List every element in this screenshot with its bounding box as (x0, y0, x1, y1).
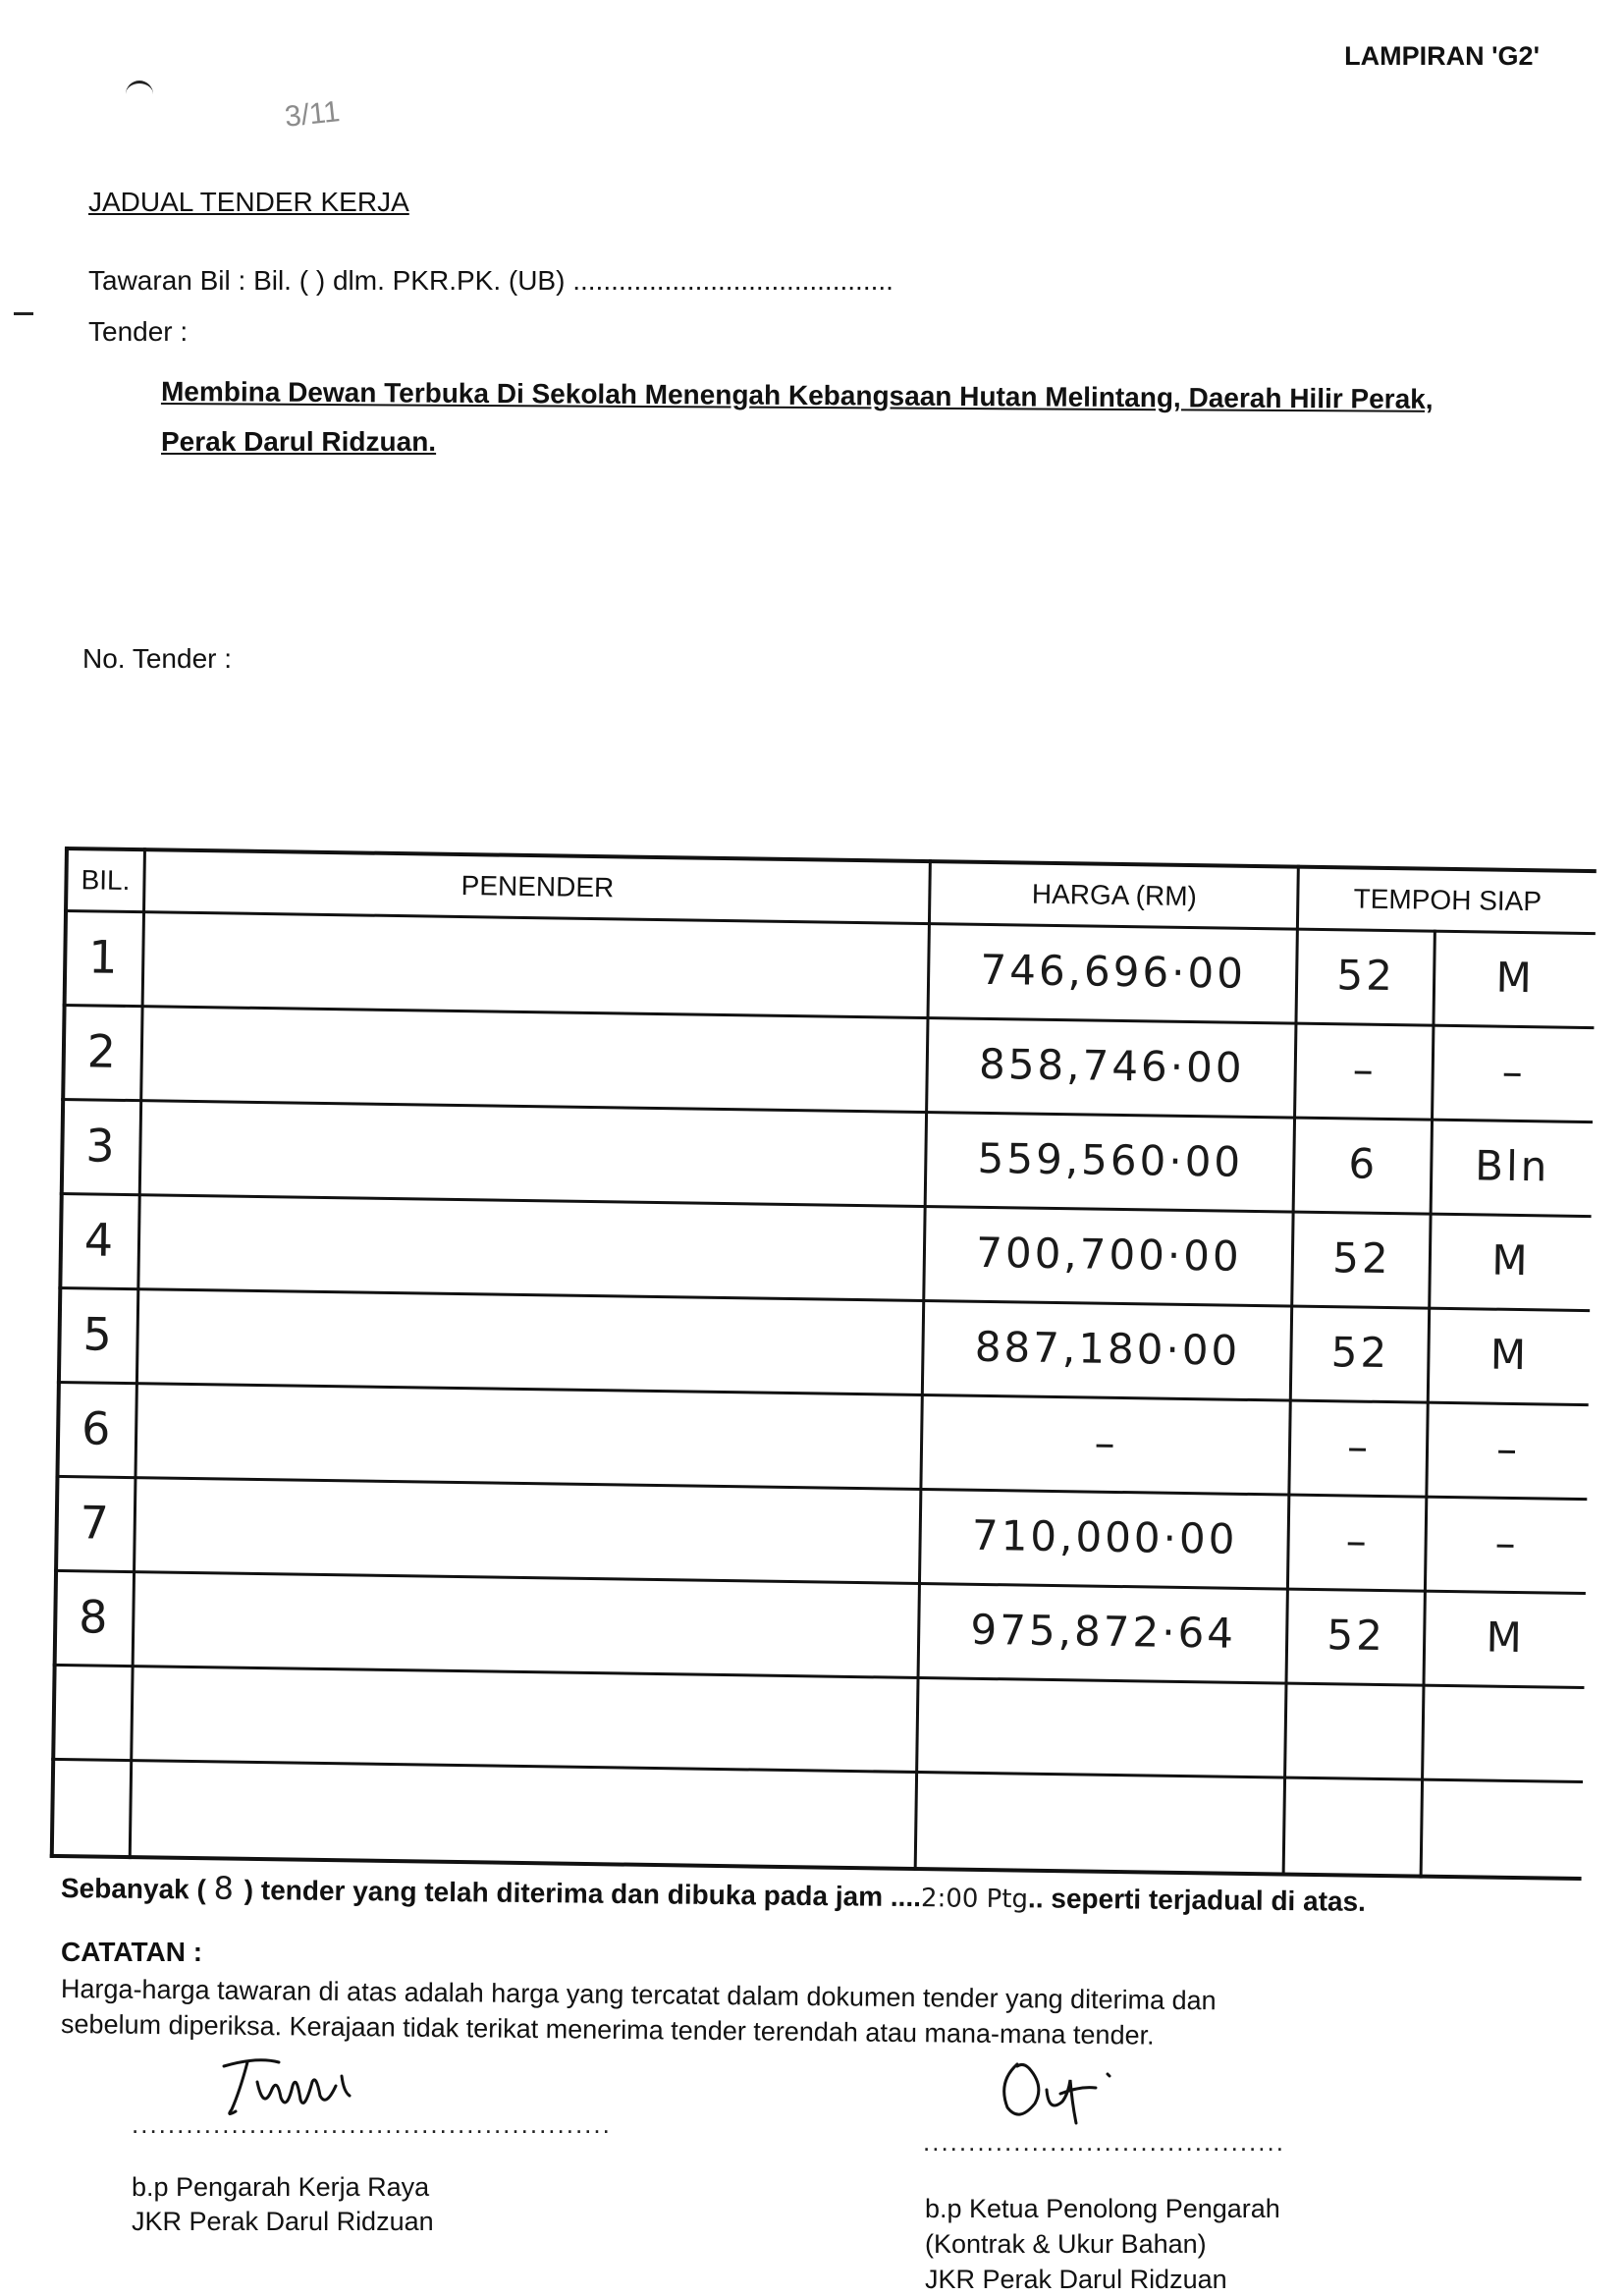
row-1-penender (145, 922, 928, 1005)
row-3-penender (142, 1111, 925, 1193)
row-7-bil: 7 (80, 1496, 113, 1550)
right-signatory-role: b.p Ketua Penolong Pengarah (925, 2194, 1280, 2223)
row-8-tempoh-value: 52 (1326, 1611, 1386, 1661)
header-penender: PENENDER (460, 869, 615, 903)
row-8-tempoh-unit: M (1486, 1613, 1526, 1663)
row-3-harga: 559,560·00 (977, 1133, 1244, 1186)
tender-title-line-1: Membina Dewan Terbuka Di Sekolah Menengah Kebangsaan Hutan Melintang, Daerah Hilir Perak, (160, 376, 1434, 414)
form-heading: JADUAL TENDER KERJA (88, 187, 409, 217)
row-10-tempoh-unit (1424, 1790, 1582, 1863)
row-9-tempoh-unit (1425, 1696, 1583, 1769)
row-2-tempoh-value: – (1352, 1045, 1378, 1094)
row-1-bil: 1 (87, 930, 121, 984)
row-5-tempoh-unit: M (1489, 1330, 1530, 1380)
appendix-label: LAMPIRAN 'G2' (1344, 41, 1540, 71)
row-9-harga (919, 1688, 1284, 1764)
row-5-harga: 887,180·00 (974, 1322, 1241, 1375)
row-10-bil (54, 1770, 130, 1841)
row-9-bil (55, 1675, 131, 1747)
right-signatory-division: (Kontrak & Ukur Bahan) (925, 2229, 1207, 2259)
catatan-line-2: sebelum diperiksa. Kerajaan tidak terikat menerima tender terendah atau mana-mana tender. (60, 2009, 1155, 2050)
pencil-note: 3/11 (283, 95, 342, 134)
tender-number-label: No. Tender : (82, 643, 233, 674)
row-9-penender (134, 1676, 916, 1759)
margin-mark (14, 312, 33, 315)
summary-suffix: .. seperti terjadual di atas. (1027, 1883, 1367, 1917)
row-2-tempoh-unit: – (1501, 1047, 1527, 1097)
signature-line-left: ..................................................... (132, 2109, 612, 2139)
summary-time: 2:00 Ptg (920, 1884, 1029, 1915)
row-7-penender (136, 1488, 919, 1570)
row-1-harga: 746,696·00 (980, 945, 1247, 998)
header-harga: HARGA (RM) (1031, 878, 1198, 912)
catatan-label: CATATAN : (61, 1937, 203, 1967)
row-10-harga (918, 1782, 1283, 1858)
summary-line (61, 1868, 1366, 1919)
row-4-bil: 4 (83, 1213, 117, 1267)
summary-middle: ) tender yang telah diterima dan dibuka pada jam .... (244, 1874, 922, 1913)
summary-prefix: Sebanyak ( (60, 1873, 206, 1905)
row-2-penender (143, 1016, 926, 1099)
row-6-tempoh-value: – (1346, 1422, 1372, 1471)
tender-label: Tender : (88, 316, 189, 347)
row-1-tempoh-value: 52 (1336, 951, 1396, 1001)
row-8-bil: 8 (78, 1590, 111, 1644)
row-5-tempoh-value: 52 (1330, 1328, 1390, 1378)
header-tempoh: TEMPOH SIAP (1353, 883, 1543, 917)
left-signatory-org: JKR Perak Darul Ridzuan (132, 2207, 434, 2236)
header-bil: BIL. (81, 864, 131, 896)
row-7-harga: 710,000·00 (971, 1510, 1238, 1563)
row-3-tempoh-unit: Bln (1474, 1141, 1550, 1191)
catatan-line-1: Harga-harga tawaran di atas adalah harga yang tercatat dalam dokumen tender yang diterima dan (60, 1974, 1217, 2016)
left-signatory-role: b.p Pengarah Kerja Raya (132, 2172, 430, 2202)
row-10-tempoh-value (1286, 1788, 1421, 1861)
row-7-tempoh-value: – (1345, 1516, 1371, 1565)
row-7-tempoh-unit: – (1494, 1518, 1520, 1568)
row-4-tempoh-value: 52 (1331, 1233, 1392, 1284)
tender-title-line-2: Perak Darul Ridzuan. (161, 426, 437, 457)
row-4-harga: 700,700·00 (975, 1228, 1243, 1281)
row-6-bil: 6 (81, 1401, 114, 1455)
row-10-penender (133, 1771, 915, 1853)
row-4-penender (141, 1205, 924, 1287)
row-5-bil: 5 (82, 1307, 116, 1361)
row-4-tempoh-unit: M (1490, 1235, 1531, 1285)
row-5-penender (139, 1299, 922, 1382)
row-8-harga: 975,872·64 (970, 1605, 1237, 1658)
tender-table (50, 847, 1597, 1881)
signature-right (994, 2052, 1121, 2131)
row-8-penender (135, 1582, 918, 1665)
pencil-mark (126, 81, 153, 99)
row-6-harga: – (1094, 1418, 1118, 1467)
tawaran-field: Tawaran Bil : Bil. ( ) dlm. PKR.PK. (UB) .......................................... (88, 265, 893, 296)
row-2-bil: 2 (86, 1024, 120, 1078)
right-signatory-org: JKR Perak Darul Ridzuan (925, 2265, 1227, 2294)
row-3-tempoh-value: 6 (1348, 1139, 1379, 1188)
row-2-harga: 858,746·00 (978, 1039, 1245, 1092)
row-9-tempoh-value (1287, 1694, 1422, 1767)
row-3-bil: 3 (84, 1119, 119, 1173)
summary-count: 8 (213, 1869, 238, 1907)
row-6-tempoh-unit: – (1495, 1424, 1521, 1474)
row-1-tempoh-unit: M (1495, 953, 1536, 1003)
row-6-penender (138, 1394, 921, 1476)
signature-line-right: ........................................ (923, 2127, 1285, 2157)
